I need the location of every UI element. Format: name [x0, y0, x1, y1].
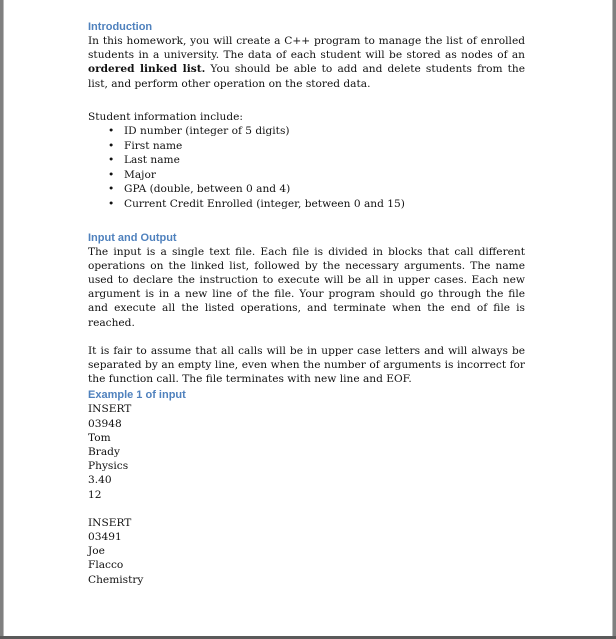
input-output-paragraph-1: The input is a single text file. Each file is divided in blocks that call different operations on the linked list, followed by the necessary arguments. The name used to declare the instruction to execute will be all in upper cases. Each new argument is in a new line of the file. Your program should go through the file and execute all the listed operations, and terminate when the end of file is reached. [88, 245, 525, 329]
example-line: 03491 [88, 531, 122, 544]
example-line: Chemistry [88, 573, 144, 586]
list-item: • Last name [108, 154, 180, 167]
bullet-icon: • [108, 125, 115, 138]
bullet-icon: • [108, 183, 115, 196]
list-item: • First name [108, 139, 183, 152]
bullet-icon: • [108, 197, 115, 210]
introduction-heading: Introduction [88, 21, 153, 33]
example-block-2 [88, 516, 525, 587]
example-line: 12 [88, 488, 102, 501]
example-line: 03948 [88, 417, 122, 430]
example-block-1 [88, 402, 525, 501]
introduction-paragraph: In this homework, you will create a C++ program to manage the list of enrolled students in a university. The data of each student will be stored as nodes of an ordered linked list. You should be able to add and delete students from the list, and perform other operation on the stored data. [88, 35, 526, 90]
example-line: Brady [88, 446, 120, 459]
bullet-icon: • [108, 168, 115, 181]
page-content [88, 20, 525, 587]
example-line: Physics [88, 460, 129, 473]
student-fields-list [88, 124, 525, 212]
example-line: Tom [88, 431, 111, 444]
list-item: • Current Credit Enrolled (integer, between 0 and 15) [108, 197, 405, 210]
ordered-linked-list-emphasis: ordered linked list. [88, 63, 206, 76]
input-output-paragraph-2: It is fair to assume that all calls will be in upper case letters and will always be separated by an empty line, even when the number of arguments is incorrect for the function call. The file terminates with new line and EOF. [88, 344, 525, 386]
example-line: INSERT [88, 516, 132, 529]
student-info-intro: Student information include: [88, 110, 243, 123]
example-line: INSERT [88, 403, 132, 416]
list-item: • Major [108, 168, 156, 181]
list-item: • ID number (integer of 5 digits) [108, 125, 290, 138]
example-line: Flacco [88, 559, 124, 572]
example-line: Joe [88, 545, 105, 558]
bullet-icon: • [108, 154, 115, 167]
example-heading: Example 1 of input [88, 389, 186, 402]
list-item: • GPA (double, between 0 and 4) [108, 183, 291, 196]
input-output-heading: Input and Output [88, 231, 177, 244]
bullet-icon: • [108, 139, 115, 152]
example-line: 3.40 [88, 474, 112, 487]
